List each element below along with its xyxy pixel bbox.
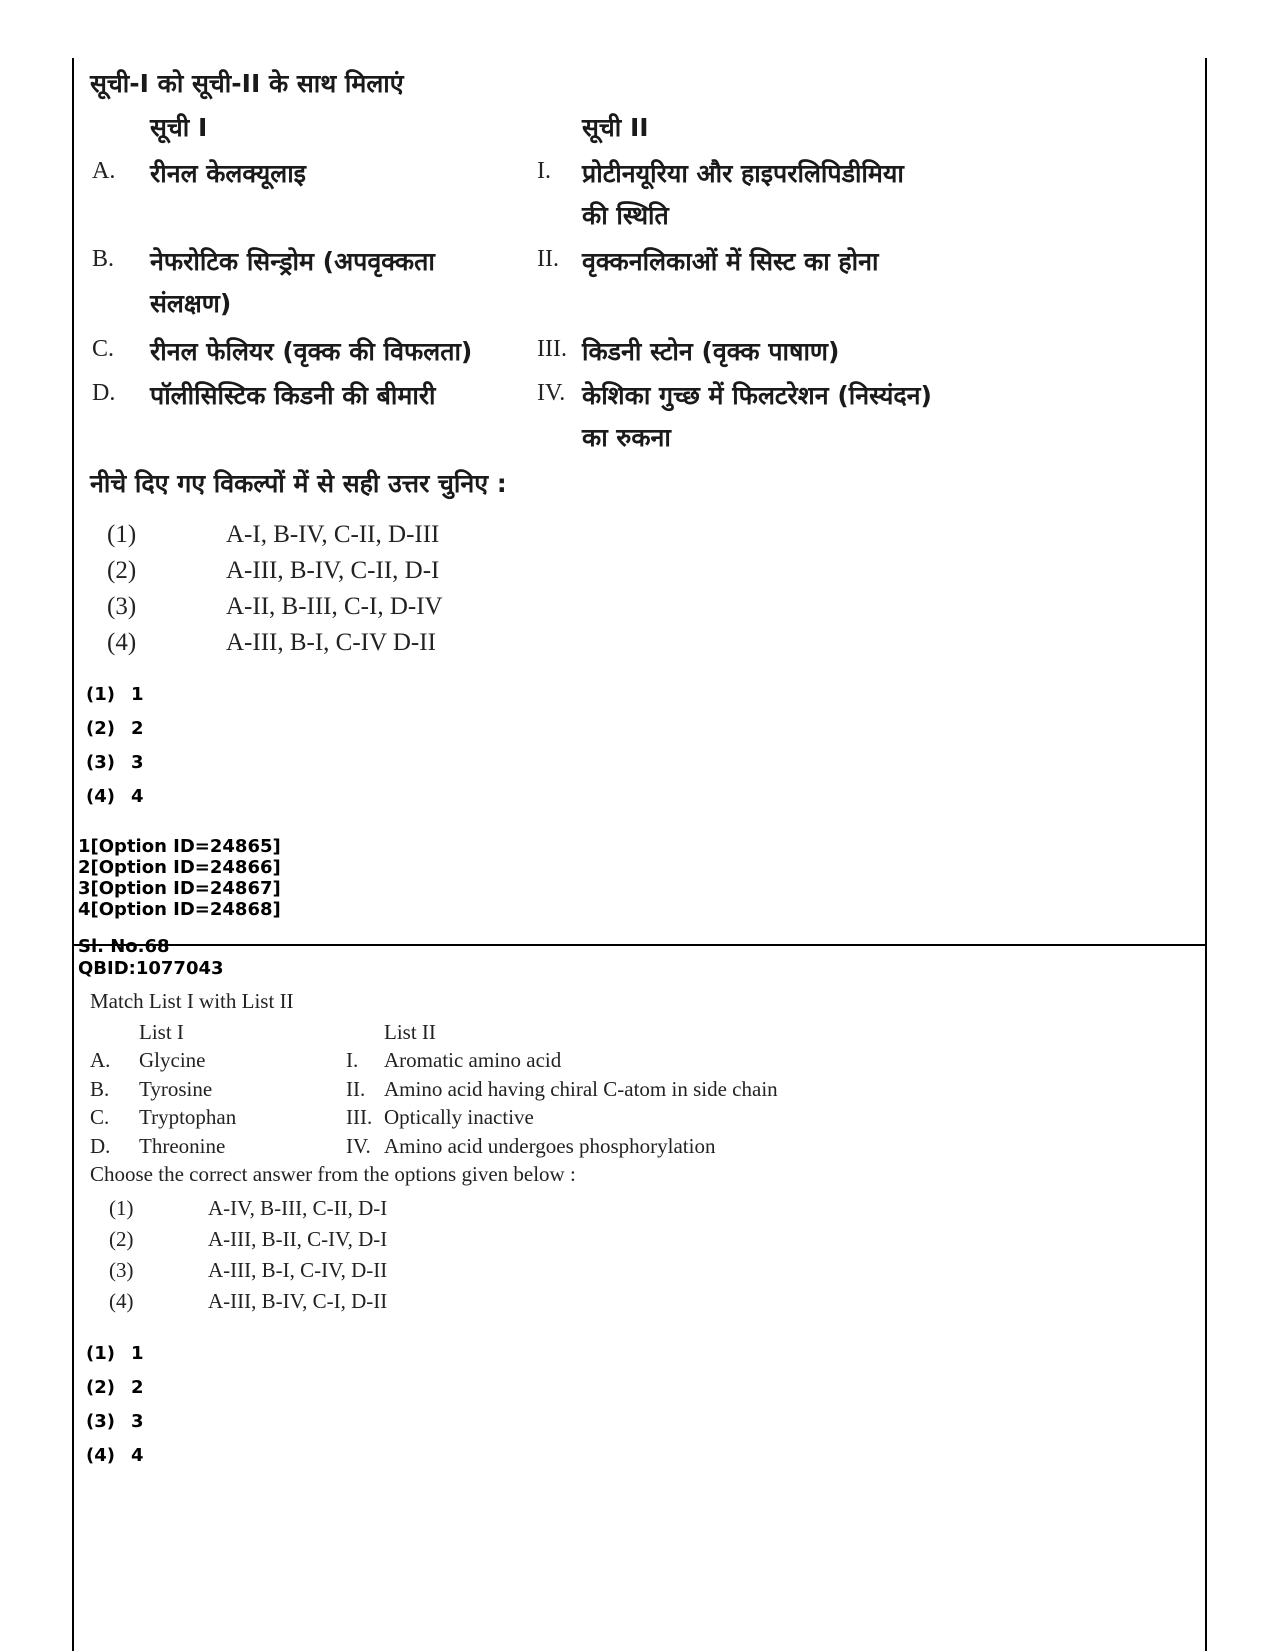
q67-answer-2-value[interactable]: 2 bbox=[131, 718, 144, 739]
q68-answer-1-num[interactable]: (1) bbox=[86, 1343, 115, 1364]
q68-answer-2-num[interactable]: (2) bbox=[86, 1377, 115, 1398]
q67-row-d-match-cont: का रुकना bbox=[582, 423, 671, 452]
question-divider bbox=[72, 944, 1207, 946]
q67-answer-3-value[interactable]: 3 bbox=[131, 752, 144, 773]
q67-list1-header: सूची I bbox=[150, 113, 208, 142]
q67-row-c-text: रीनल फेलियर (वृक्क की विफलता) bbox=[150, 337, 473, 366]
q68-row-d-text: Threonine bbox=[139, 1134, 226, 1158]
q68-row-c-text: Tryptophan bbox=[139, 1105, 237, 1129]
q67-option-id-4: 4[Option ID=24868] bbox=[78, 899, 281, 920]
q68-choice-3-num: (3) bbox=[109, 1258, 134, 1282]
q67-row-a-match: प्रोटीनयूरिया और हाइपरलिपिडीमिया bbox=[582, 159, 904, 188]
q67-row-d-text: पॉलीसिस्टिक किडनी की बीमारी bbox=[150, 381, 436, 410]
q67-answer-4-value[interactable]: 4 bbox=[131, 786, 144, 807]
q67-row-c-roman: III. bbox=[537, 336, 567, 362]
q68-list2-header: List II bbox=[384, 1020, 436, 1044]
q68-answer-3-num[interactable]: (3) bbox=[86, 1411, 115, 1432]
q68-row-d-roman: IV. bbox=[346, 1134, 371, 1158]
q67-answer-1-value[interactable]: 1 bbox=[131, 684, 144, 705]
q67-row-d-letter: D. bbox=[92, 380, 116, 406]
q68-choice-1-text: A-IV, B-III, C-II, D-I bbox=[208, 1196, 388, 1220]
q67-option-id-1: 1[Option ID=24865] bbox=[78, 836, 281, 857]
q68-answer-1-value[interactable]: 1 bbox=[131, 1343, 144, 1364]
q67-choice-2-num: (2) bbox=[107, 557, 137, 584]
q68-row-b-letter: B. bbox=[90, 1077, 110, 1101]
q67-row-a-text: रीनल केलक्यूलाइ bbox=[150, 159, 306, 188]
q68-answer-4-num[interactable]: (4) bbox=[86, 1445, 115, 1466]
q68-row-a-match: Aromatic amino acid bbox=[384, 1048, 562, 1072]
q68-choice-2-num: (2) bbox=[109, 1227, 134, 1251]
q68-row-c-letter: C. bbox=[90, 1105, 110, 1129]
q68-serial-number: Sl. No.68 bbox=[78, 936, 170, 957]
q68-answer-3-value[interactable]: 3 bbox=[131, 1411, 144, 1432]
q67-row-b-text: नेफरोटिक सिन्ड्रोम (अपवृक्कता bbox=[150, 247, 435, 276]
q67-row-a-match-cont: की स्थिति bbox=[582, 201, 669, 230]
q68-choice-4-num: (4) bbox=[109, 1289, 134, 1313]
q67-choice-1-text: A-I, B-IV, C-II, D-III bbox=[226, 521, 440, 548]
q68-choice-2-text: A-III, B-II, C-IV, D-I bbox=[208, 1227, 388, 1251]
q68-row-a-letter: A. bbox=[90, 1048, 111, 1072]
q67-row-a-roman: I. bbox=[537, 158, 551, 184]
q67-answer-2-num[interactable]: (2) bbox=[86, 718, 115, 739]
q67-choice-2-text: A-III, B-IV, C-II, D-I bbox=[226, 557, 440, 584]
q67-row-b-text-cont: संलक्षण) bbox=[150, 289, 232, 318]
q68-row-a-text: Glycine bbox=[139, 1048, 206, 1072]
q67-row-d-match: केशिका गुच्छ में फिलटरेशन (निस्यंदन) bbox=[582, 381, 932, 410]
q67-option-id-2: 2[Option ID=24866] bbox=[78, 857, 281, 878]
q68-row-c-roman: III. bbox=[346, 1105, 373, 1129]
q68-row-b-roman: II. bbox=[346, 1077, 366, 1101]
q67-choose-prompt: नीचे दिए गए विकल्पों में से सही उत्तर चुनिए : bbox=[90, 469, 507, 498]
q67-row-b-letter: B. bbox=[92, 246, 115, 272]
q67-answer-4-num[interactable]: (4) bbox=[86, 786, 115, 807]
q67-row-c-letter: C. bbox=[92, 336, 115, 362]
q67-option-id-3: 3[Option ID=24867] bbox=[78, 878, 281, 899]
q67-answer-3-num[interactable]: (3) bbox=[86, 752, 115, 773]
q67-row-c-match: किडनी स्टोन (वृक्क पाषाण) bbox=[582, 337, 840, 366]
q68-choice-3-text: A-III, B-I, C-IV, D-II bbox=[208, 1258, 388, 1282]
q67-choice-4-num: (4) bbox=[107, 629, 137, 656]
q68-row-d-match: Amino acid undergoes phosphorylation bbox=[384, 1134, 716, 1158]
q67-row-d-roman: IV. bbox=[537, 380, 566, 406]
q68-answer-4-value[interactable]: 4 bbox=[131, 1445, 144, 1466]
q68-qbid: QBID:1077043 bbox=[78, 958, 224, 979]
q68-choice-4-text: A-III, B-IV, C-I, D-II bbox=[208, 1289, 388, 1313]
q67-list2-header: सूची II bbox=[582, 113, 649, 142]
q67-row-a-letter: A. bbox=[92, 158, 116, 184]
q67-row-b-match: वृक्कनलिकाओं में सिस्ट का होना bbox=[582, 247, 879, 276]
q68-choice-1-num: (1) bbox=[109, 1196, 134, 1220]
q67-instruction: सूची-I को सूची-II के साथ मिलाएं bbox=[90, 69, 404, 98]
q68-choose-prompt: Choose the correct answer from the options given below : bbox=[90, 1162, 576, 1186]
q67-choice-3-num: (3) bbox=[107, 593, 137, 620]
q67-row-b-roman: II. bbox=[537, 246, 559, 272]
q68-row-b-text: Tyrosine bbox=[139, 1077, 213, 1101]
q68-instruction: Match List I with List II bbox=[90, 989, 294, 1013]
q68-row-d-letter: D. bbox=[90, 1134, 111, 1158]
q68-row-b-match: Amino acid having chiral C-atom in side chain bbox=[384, 1077, 778, 1101]
q67-choice-4-text: A-III, B-I, C-IV D-II bbox=[226, 629, 436, 656]
q68-list1-header: List I bbox=[139, 1020, 184, 1044]
q67-answer-1-num[interactable]: (1) bbox=[86, 684, 115, 705]
q67-choice-3-text: A-II, B-III, C-I, D-IV bbox=[226, 593, 443, 620]
q68-answer-2-value[interactable]: 2 bbox=[131, 1377, 144, 1398]
q68-row-c-match: Optically inactive bbox=[384, 1105, 534, 1129]
q68-row-a-roman: I. bbox=[346, 1048, 359, 1072]
q67-choice-1-num: (1) bbox=[107, 521, 137, 548]
